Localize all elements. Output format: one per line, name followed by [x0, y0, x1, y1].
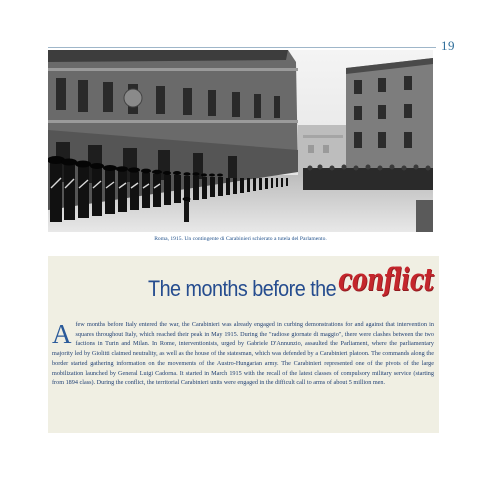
historical-photo [48, 50, 433, 232]
drop-cap: A [52, 319, 72, 349]
section-heading [48, 262, 439, 302]
article-panel [48, 256, 439, 433]
article-body [52, 320, 434, 388]
top-rule [48, 47, 436, 48]
heading-main: The months before the [148, 276, 337, 301]
article-text: few months before Italy entered the war, the Carabinieri was already engaged in curbing demonstrations for and against that intervention in squares throughout Italy, which reached their peak in May 1915. During the "radiose giornate di maggio", there were clashes between the two factions in Turin and Milan. In Rome, interventionists, urged by Gabriele D'Annunzio, assaulted the Parliament, where the parliamentary majority led by Giolitti claimed neutrality, as well as the house of the statesman, which was defended by a Carabinieri platoon. The commands along the border started gathering information on the movements of the Austro-Hungarian army. The Carabinieri represented one of the pivots of the large mobilization launched by General Luigi Cadorna. It started in March 1915 with the recall of the latest classes of compulsory military service (starting from 1894 class). During the conflict, the territorial Carabinieri units were engaged in the difficult call to arms of about 5 million men. [52, 321, 434, 387]
photo-caption: Roma, 1915. Un contingente di Carabinieri schierato a tutela del Parlamento. [154, 236, 327, 242]
page-number: 19 [441, 38, 455, 53]
heading-accent: conflict [338, 262, 434, 298]
